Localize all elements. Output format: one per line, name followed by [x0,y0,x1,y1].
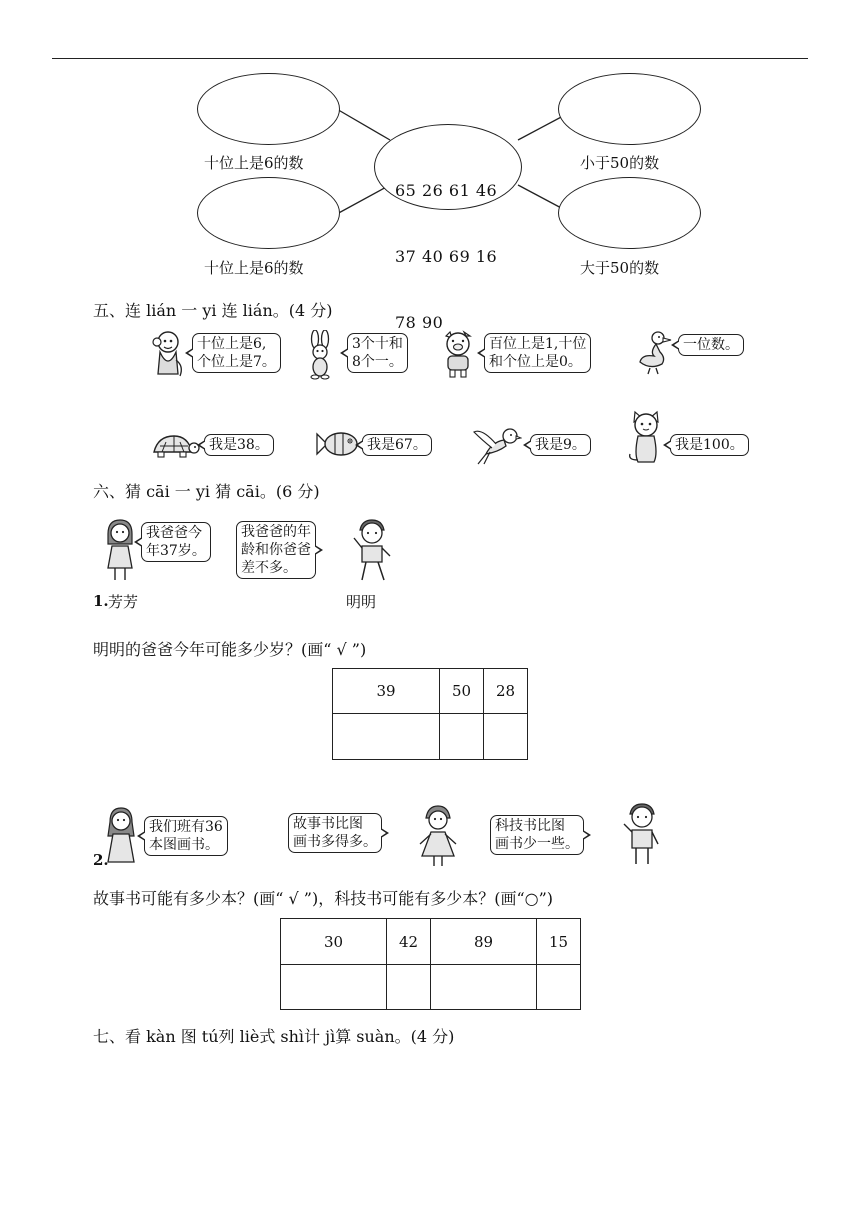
q2-option-cell: 15 [537,919,581,965]
bubble-answer-3[interactable]: 我是9。 [530,434,591,456]
q2-option-cell: 42 [387,919,431,965]
q1-mark-cell[interactable] [440,714,484,760]
center-numbers [395,136,497,356]
pig-icon [438,330,478,380]
q1-option-cell: 50 [440,669,484,714]
q1-mark-cell[interactable] [333,714,440,760]
q1-options-row [333,669,528,714]
bubble-clue-3[interactable]: 百位上是1,十位 和个位上是0。 [484,333,591,373]
section5-heading: 五、连 lián 一 yi 连 lián。(4 分) [93,301,333,320]
q1-option-cell: 28 [484,669,528,714]
boy-mingming-icon [352,518,392,584]
label-bottom-left: 十位上是6的数 [204,259,304,277]
label-top-left: 十位上是6的数 [204,154,304,172]
q1-mark-row [333,714,528,760]
ellipse-top-right[interactable] [558,73,701,145]
q2-question: 故事书可能有多少本？(画“ √ ”)，科技书可能有多少本？(画“○”) [93,889,554,908]
bubble-fangfang: 我爸爸今 年37岁。 [141,522,211,562]
q2-options-row [281,919,581,965]
q2-mark-row [281,965,581,1010]
turtle-icon [148,430,200,460]
center-numbers-row-1: 65 26 61 46 [395,181,498,200]
boy-icon [620,802,662,868]
bubble-answer-2[interactable]: 我是67。 [362,434,432,456]
fangfang-name: 芳芳 [108,593,139,611]
q1-number: 1. [93,592,109,610]
label-bottom-right: 大于50的数 [580,259,660,277]
q2-mark-cell[interactable] [431,965,537,1010]
q1-mark-cell[interactable] [484,714,528,760]
q1-question: 明明的爸爸今年可能多少岁？(画“ √ ”) [93,640,367,659]
fish-icon [313,428,359,460]
bubble-q2-2: 故事书比图 画书多得多。 [288,813,382,853]
center-numbers-row-3: 78 90 [395,313,444,332]
ellipse-bottom-right[interactable] [558,177,701,249]
duck-icon [636,330,674,376]
q1-answer-table [332,668,528,760]
girl-2-icon [416,804,460,868]
q2-number: 2. [93,851,109,869]
cat-icon [626,410,666,466]
q2-option-cell: 89 [431,919,537,965]
bubble-clue-2[interactable]: 3个十和 8个一。 [347,333,408,373]
q2-option-cell: 30 [281,919,387,965]
bubble-answer-4[interactable]: 我是100。 [670,434,749,456]
bubble-clue-4[interactable]: 一位数。 [678,334,744,356]
bird-icon [472,424,522,466]
section6-heading: 六、猜 cāi 一 yi 猜 cāi。(6 分) [93,482,320,501]
q2-mark-cell[interactable] [281,965,387,1010]
bubble-mingming: 我爸爸的年 龄和你爸爸 差不多。 [236,521,316,579]
label-top-right: 小于50的数 [580,154,660,172]
center-numbers-row-2: 37 40 69 16 [395,247,498,266]
section7-heading: 七、看 kàn 图 tú列 liè式 shì计 jì算 suàn。(4 分) [93,1027,455,1046]
bubble-q2-3: 科技书比图 画书少一些。 [490,815,584,855]
q1-option-cell: 39 [333,669,440,714]
ellipse-bottom-left[interactable] [197,177,340,249]
mingming-name: 明明 [346,593,377,611]
bubble-q2-1: 我们班有36 本图画书。 [144,816,228,856]
bubble-answer-1[interactable]: 我是38。 [204,434,274,456]
q2-mark-cell[interactable] [537,965,581,1010]
bubble-clue-1[interactable]: 十位上是6, 个位上是7。 [192,333,281,373]
girl-1-icon [104,806,138,868]
girl-fangfang-icon [104,518,136,584]
monkey-icon [148,330,186,380]
q2-mark-cell[interactable] [387,965,431,1010]
ellipse-top-left[interactable] [197,73,340,145]
q2-answer-table [280,918,581,1010]
rabbit-icon [303,330,339,380]
